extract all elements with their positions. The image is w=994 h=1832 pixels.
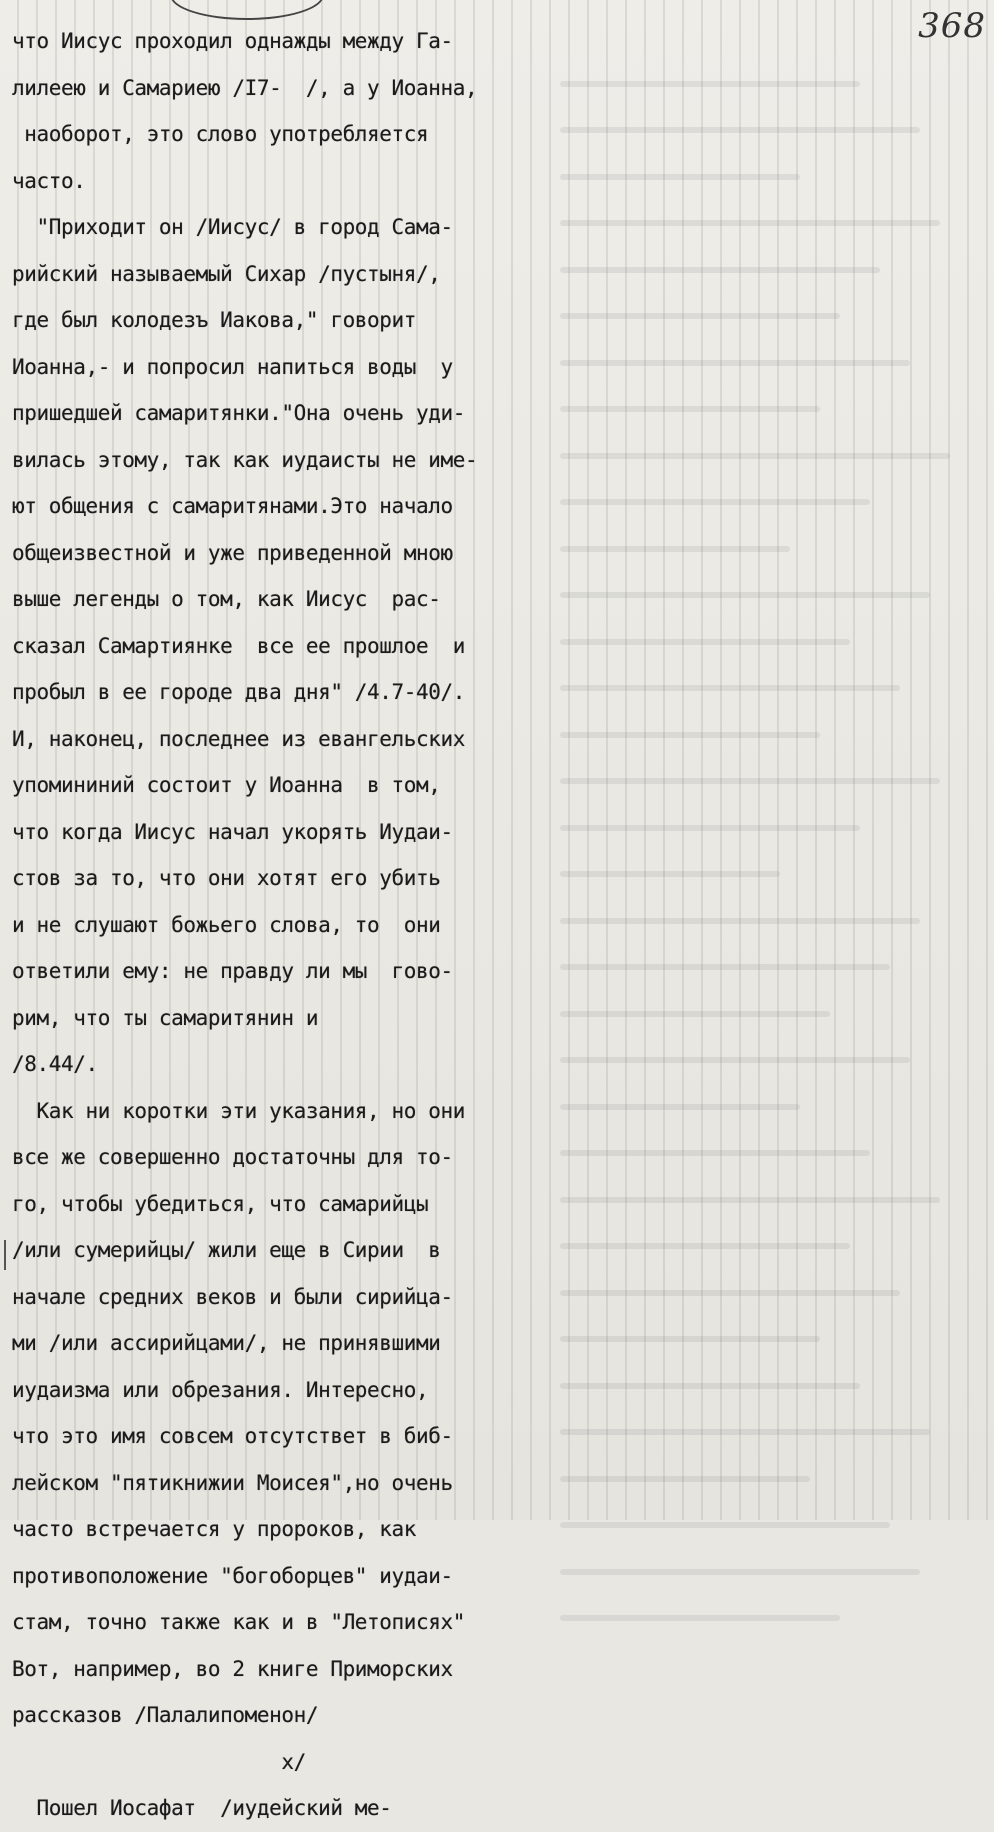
bleed-through-stroke	[560, 825, 860, 831]
bleed-through-line	[560, 60, 980, 107]
bleed-through-line	[560, 758, 980, 805]
bleed-through-line	[560, 990, 980, 1037]
bleed-through-stroke	[560, 81, 860, 87]
bleed-through-line	[560, 1409, 980, 1456]
text-line: часто.	[12, 168, 86, 193]
bleed-through-line	[560, 200, 980, 247]
bleed-through-line	[560, 1502, 980, 1549]
text-line: начале средних веков и были сирийца-	[12, 1284, 453, 1309]
bleed-through-stroke	[560, 1615, 840, 1621]
bleed-through-line	[560, 1595, 980, 1642]
text-line: пробыл в ее городе два дня" /4.7-40/.	[12, 680, 465, 704]
bleed-through-text	[560, 60, 980, 1641]
text-line: наоборот, это слово употребляется	[12, 122, 429, 146]
bleed-through-stroke	[560, 1336, 820, 1342]
bleed-through-stroke	[560, 1569, 920, 1575]
text-line: го, чтобы убедиться, что самарийцы	[12, 1191, 429, 1216]
text-line: И, наконец, последнее из евангельских	[12, 726, 465, 751]
bleed-through-line	[560, 665, 980, 712]
bleed-through-stroke	[560, 1150, 870, 1156]
bleed-through-stroke	[560, 220, 940, 226]
bleed-through-stroke	[560, 778, 940, 784]
text-line: x/	[12, 1749, 306, 1774]
text-line: /или сумерийцы/ жили еще в Сирии в	[12, 1238, 441, 1262]
bleed-through-line	[560, 479, 980, 526]
text-line: "Приходит он /Иисус/ в город Сама-	[12, 215, 453, 239]
text-line: что это имя совсем отсутствет в биб-	[12, 1424, 453, 1448]
bleed-through-stroke	[560, 267, 880, 273]
text-line: рассказов /Палалипоменон/	[12, 1703, 319, 1727]
bleed-through-stroke	[560, 871, 780, 877]
text-line: рийский называемый Сихар /пустыня/,	[12, 261, 441, 286]
bleed-through-line	[560, 339, 980, 386]
bleed-through-line	[560, 1548, 980, 1595]
text-line: /8.44/.	[12, 1052, 98, 1076]
text-line: пришедшей самаритянки."Она очень уди-	[12, 401, 465, 425]
typed-text-column	[12, 18, 532, 1832]
text-line: ют общения с самаритянами.Это начало	[12, 494, 453, 518]
bleed-through-stroke	[560, 406, 820, 412]
bleed-through-line	[560, 432, 980, 479]
bleed-through-line	[560, 1083, 980, 1130]
bleed-through-line	[560, 246, 980, 293]
bleed-through-stroke	[560, 592, 930, 598]
bleed-through-line	[560, 618, 980, 665]
bleed-through-stroke	[560, 1429, 930, 1435]
bleed-through-stroke	[560, 1011, 830, 1017]
bleed-through-stroke	[560, 1243, 850, 1249]
bleed-through-line	[560, 153, 980, 200]
bleed-through-line	[560, 1130, 980, 1177]
text-line: что Иисус проходил однажды между Га-	[12, 29, 453, 53]
bleed-through-line	[560, 851, 980, 898]
bleed-through-line	[560, 572, 980, 619]
text-line: иудаизма или обрезания. Интересно,	[12, 1377, 429, 1402]
text-line: вилась этому, так как иудаисты не име-	[12, 447, 478, 472]
bleed-through-line	[560, 1455, 980, 1502]
text-line: Вот, например, во 2 книге Приморских	[12, 1656, 453, 1681]
bleed-through-stroke	[560, 1383, 860, 1389]
bleed-through-stroke	[560, 1522, 890, 1528]
bleed-through-stroke	[560, 639, 850, 645]
bleed-through-line	[560, 386, 980, 433]
text-line: противоположение "богоборцев" иудаи-	[12, 1563, 453, 1588]
bleed-through-stroke	[560, 453, 950, 459]
text-line: сказал Самартиянке все ее прошлое и	[12, 633, 465, 658]
bleed-through-line	[560, 1269, 980, 1316]
bleed-through-stroke	[560, 964, 890, 970]
text-line: что когда Иисус начал укорять Иудаи-	[12, 819, 453, 844]
bleed-through-line	[560, 107, 980, 154]
text-line: все же совершенно достаточны для то-	[12, 1145, 453, 1169]
bleed-through-stroke	[560, 174, 800, 180]
bleed-through-stroke	[560, 499, 870, 505]
bleed-through-stroke	[560, 546, 790, 552]
text-line: ответили ему: не правду ли мы гово-	[12, 959, 453, 983]
text-line: упомининий состоит у Иоанна в том,	[12, 773, 441, 797]
text-line: где был колодезъ Иакова," говорит	[12, 308, 417, 332]
text-line: стам, точно также как и в "Летописях"	[12, 1610, 465, 1634]
bleed-through-stroke	[560, 1476, 810, 1482]
text-line: и не слушают божьего слова, то они	[12, 912, 441, 937]
bleed-through-stroke	[560, 1290, 900, 1296]
bleed-through-line	[560, 1223, 980, 1270]
bleed-through-stroke	[560, 732, 820, 738]
text-line: часто встречается у пророков, как	[12, 1517, 417, 1541]
bleed-through-line	[560, 897, 980, 944]
bleed-through-line	[560, 525, 980, 572]
text-line: лейском "пятикнижии Моисея",но очень	[12, 1470, 453, 1495]
bleed-through-stroke	[560, 685, 900, 691]
bleed-through-stroke	[560, 918, 920, 924]
bleed-through-stroke	[560, 1104, 800, 1110]
bleed-through-stroke	[560, 1057, 910, 1063]
text-line: Пошел Иосафат /иудейский ме-	[12, 1796, 392, 1820]
bleed-through-stroke	[560, 127, 920, 133]
page-number: 368	[918, 6, 986, 46]
text-line: стов за то, что они хотят его убить	[12, 866, 441, 890]
text-line: Иоанна,- и попросил напиться воды у	[12, 354, 453, 379]
margin-mark	[4, 1240, 6, 1270]
bleed-through-line	[560, 1362, 980, 1409]
bleed-through-line	[560, 1176, 980, 1223]
bleed-through-line	[560, 293, 980, 340]
text-line: Как ни коротки эти указания, но они	[12, 1098, 465, 1123]
handwritten-scribble	[170, 0, 324, 20]
bleed-through-stroke	[560, 313, 840, 319]
bleed-through-line	[560, 711, 980, 758]
text-line: ми /или ассирийцами/, не принявшими	[12, 1331, 441, 1355]
bleed-through-stroke	[560, 360, 910, 366]
bleed-through-stroke	[560, 1197, 940, 1203]
bleed-through-line	[560, 944, 980, 991]
text-line: лилеею и Самариею /I7- /, а у Иоанна,	[12, 75, 478, 100]
text-line: выше легенды о том, как Иисус рас-	[12, 587, 441, 611]
text-line: общеизвестной и уже приведенной мною	[12, 540, 453, 565]
bleed-through-line	[560, 804, 980, 851]
text-line: рим, что ты самаритянин и	[12, 1005, 319, 1030]
bleed-through-line	[560, 1037, 980, 1084]
bleed-through-line	[560, 1316, 980, 1363]
